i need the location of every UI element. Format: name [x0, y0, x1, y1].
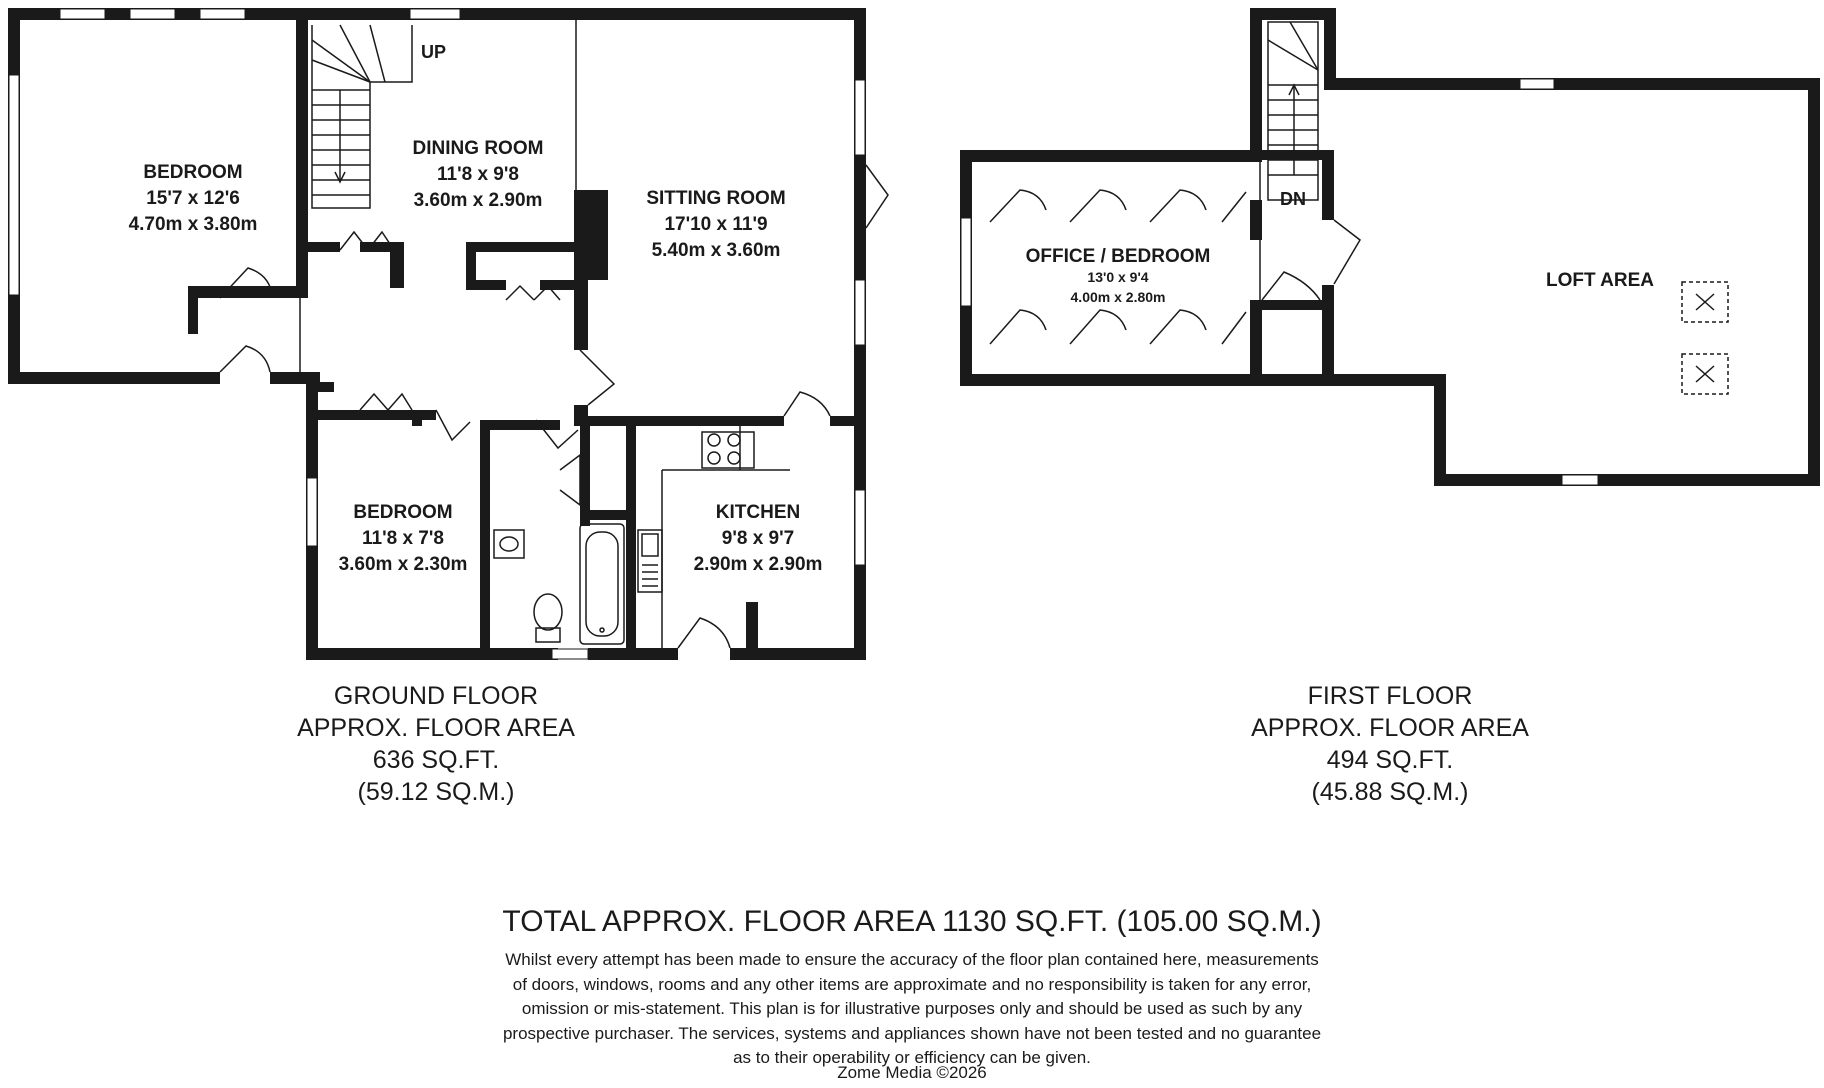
room-dimension: 4.70m x 3.80m: [128, 214, 258, 235]
room-dimension: 13'0 x 9'4: [1087, 269, 1149, 285]
caption-subtitle: APPROX. FLOOR AREA: [297, 714, 575, 742]
window: [200, 9, 245, 19]
skylight-icon: [1682, 282, 1728, 322]
cupboard-doors: [360, 394, 412, 410]
disclaimer-line: Whilst every attempt has been made to ensure the accuracy of the floor plan contained here, measurements: [505, 950, 1319, 969]
wall: [746, 602, 758, 660]
door-swing: [678, 618, 730, 648]
wall: [1322, 150, 1334, 220]
first-floor-caption: [1180, 680, 1600, 808]
wall: [188, 286, 198, 334]
window: [855, 490, 865, 565]
total-area: TOTAL APPROX. FLOOR AREA 1130 SQ.FT. (105.00 SQ.M.): [502, 905, 1322, 938]
room-dimension: 4.00m x 2.80m: [1070, 289, 1166, 305]
room-label: BEDROOM: [353, 502, 453, 523]
copyright-credit: Zome Media ©2026: [837, 1063, 987, 1082]
window: [855, 80, 865, 155]
wall: [960, 374, 1446, 386]
wall: [480, 420, 560, 430]
disclaimer: [392, 948, 1432, 1071]
wall: [1250, 300, 1262, 386]
wall: [574, 416, 784, 426]
window: [1562, 475, 1598, 485]
wall: [1250, 8, 1262, 162]
caption-sqm: (59.12 SQ.M.): [357, 778, 515, 806]
door-swing: [784, 392, 830, 416]
room-label: BEDROOM: [143, 162, 243, 183]
chimney-breast: [580, 190, 608, 280]
wall: [1324, 78, 1820, 90]
toilet: [534, 594, 562, 642]
wall: [466, 242, 576, 252]
kitchen-sink: [638, 530, 662, 592]
room-dimension: 3.60m x 2.30m: [338, 554, 468, 575]
wall: [1250, 8, 1336, 20]
wall: [8, 372, 220, 384]
caption-sqm: (45.88 SQ.M.): [1311, 778, 1469, 806]
window: [410, 9, 460, 19]
wall: [296, 242, 340, 252]
wall: [412, 410, 422, 426]
window: [307, 478, 317, 546]
wall: [1250, 200, 1262, 240]
wall: [1446, 474, 1820, 486]
caption-sqft: 636 SQ.FT.: [372, 746, 500, 774]
room-label: SITTING ROOM: [646, 188, 786, 209]
basin: [494, 530, 524, 558]
caption-title: GROUND FLOOR: [333, 682, 539, 710]
ground-floor-caption: [226, 680, 646, 808]
caption-title: FIRST FLOOR: [1307, 682, 1473, 710]
window: [60, 9, 105, 19]
bath: [580, 524, 624, 644]
wardrobe-doors: [990, 190, 1246, 222]
room-label: OFFICE / BEDROOM: [1025, 246, 1211, 267]
wardrobe-doors: [990, 310, 1246, 344]
door-swing: [1334, 220, 1360, 284]
wall: [306, 382, 334, 392]
room-label: DINING ROOM: [412, 138, 544, 159]
room-dimension: 11'8 x 7'8: [362, 528, 444, 549]
disclaimer-line: of doors, windows, rooms and any other items are approximate and no responsibility is taken for any error,: [512, 974, 1312, 994]
stair-label: UP: [421, 42, 447, 62]
staircase: [1268, 22, 1318, 200]
door-swing: [580, 350, 614, 405]
wall: [1324, 8, 1336, 90]
door-swing: [436, 410, 470, 440]
hob: [702, 432, 754, 468]
room-dimension: 3.60m x 2.90m: [413, 190, 543, 211]
staircase: [312, 25, 412, 208]
window: [855, 280, 865, 345]
disclaimer-line: prospective purchaser. The services, systems and appliances shown have not been tested and no guarantee: [502, 1023, 1322, 1043]
room-dimension: 11'8 x 9'8: [437, 164, 519, 185]
disclaimer-line: as to their operability or efficiency can be given.: [733, 1048, 1091, 1067]
window: [9, 75, 19, 295]
french-door: [866, 165, 888, 228]
room-dimension: 17'10 x 11'9: [664, 214, 768, 235]
wall: [466, 280, 506, 290]
window: [961, 218, 971, 306]
door-swing: [1262, 272, 1320, 300]
wall: [1322, 285, 1334, 374]
wall: [960, 150, 1260, 162]
wall: [306, 648, 558, 660]
stair-label: DN: [1280, 189, 1306, 209]
window: [552, 649, 588, 659]
room-label: KITCHEN: [715, 502, 801, 523]
wall: [480, 420, 490, 660]
ground-floor-plan: [8, 8, 888, 660]
room-label: LOFT AREA: [1545, 270, 1655, 291]
room-dimension: 5.40m x 3.60m: [651, 240, 781, 261]
room-dimension: 2.90m x 2.90m: [693, 554, 823, 575]
first-floor-plan: [960, 8, 1820, 486]
wall: [1808, 78, 1820, 486]
cupboard-doors: [560, 455, 580, 505]
window: [1520, 79, 1554, 89]
door-swing: [220, 346, 270, 372]
wall: [580, 426, 590, 526]
wall: [1434, 374, 1446, 486]
room-dimension: 9'8 x 9'7: [721, 528, 795, 549]
caption-subtitle: APPROX. FLOOR AREA: [1251, 714, 1529, 742]
wall: [188, 286, 308, 298]
room-dimension: 15'7 x 12'6: [146, 188, 240, 209]
wall: [830, 416, 866, 426]
caption-sqft: 494 SQ.FT.: [1326, 746, 1454, 774]
window: [130, 9, 175, 19]
disclaimer-line: omission or mis-statement. This plan is for illustrative purposes only and should be used as such by any: [521, 999, 1303, 1018]
skylight-icon: [1682, 354, 1728, 394]
wall: [1262, 300, 1322, 310]
wall: [626, 426, 636, 660]
